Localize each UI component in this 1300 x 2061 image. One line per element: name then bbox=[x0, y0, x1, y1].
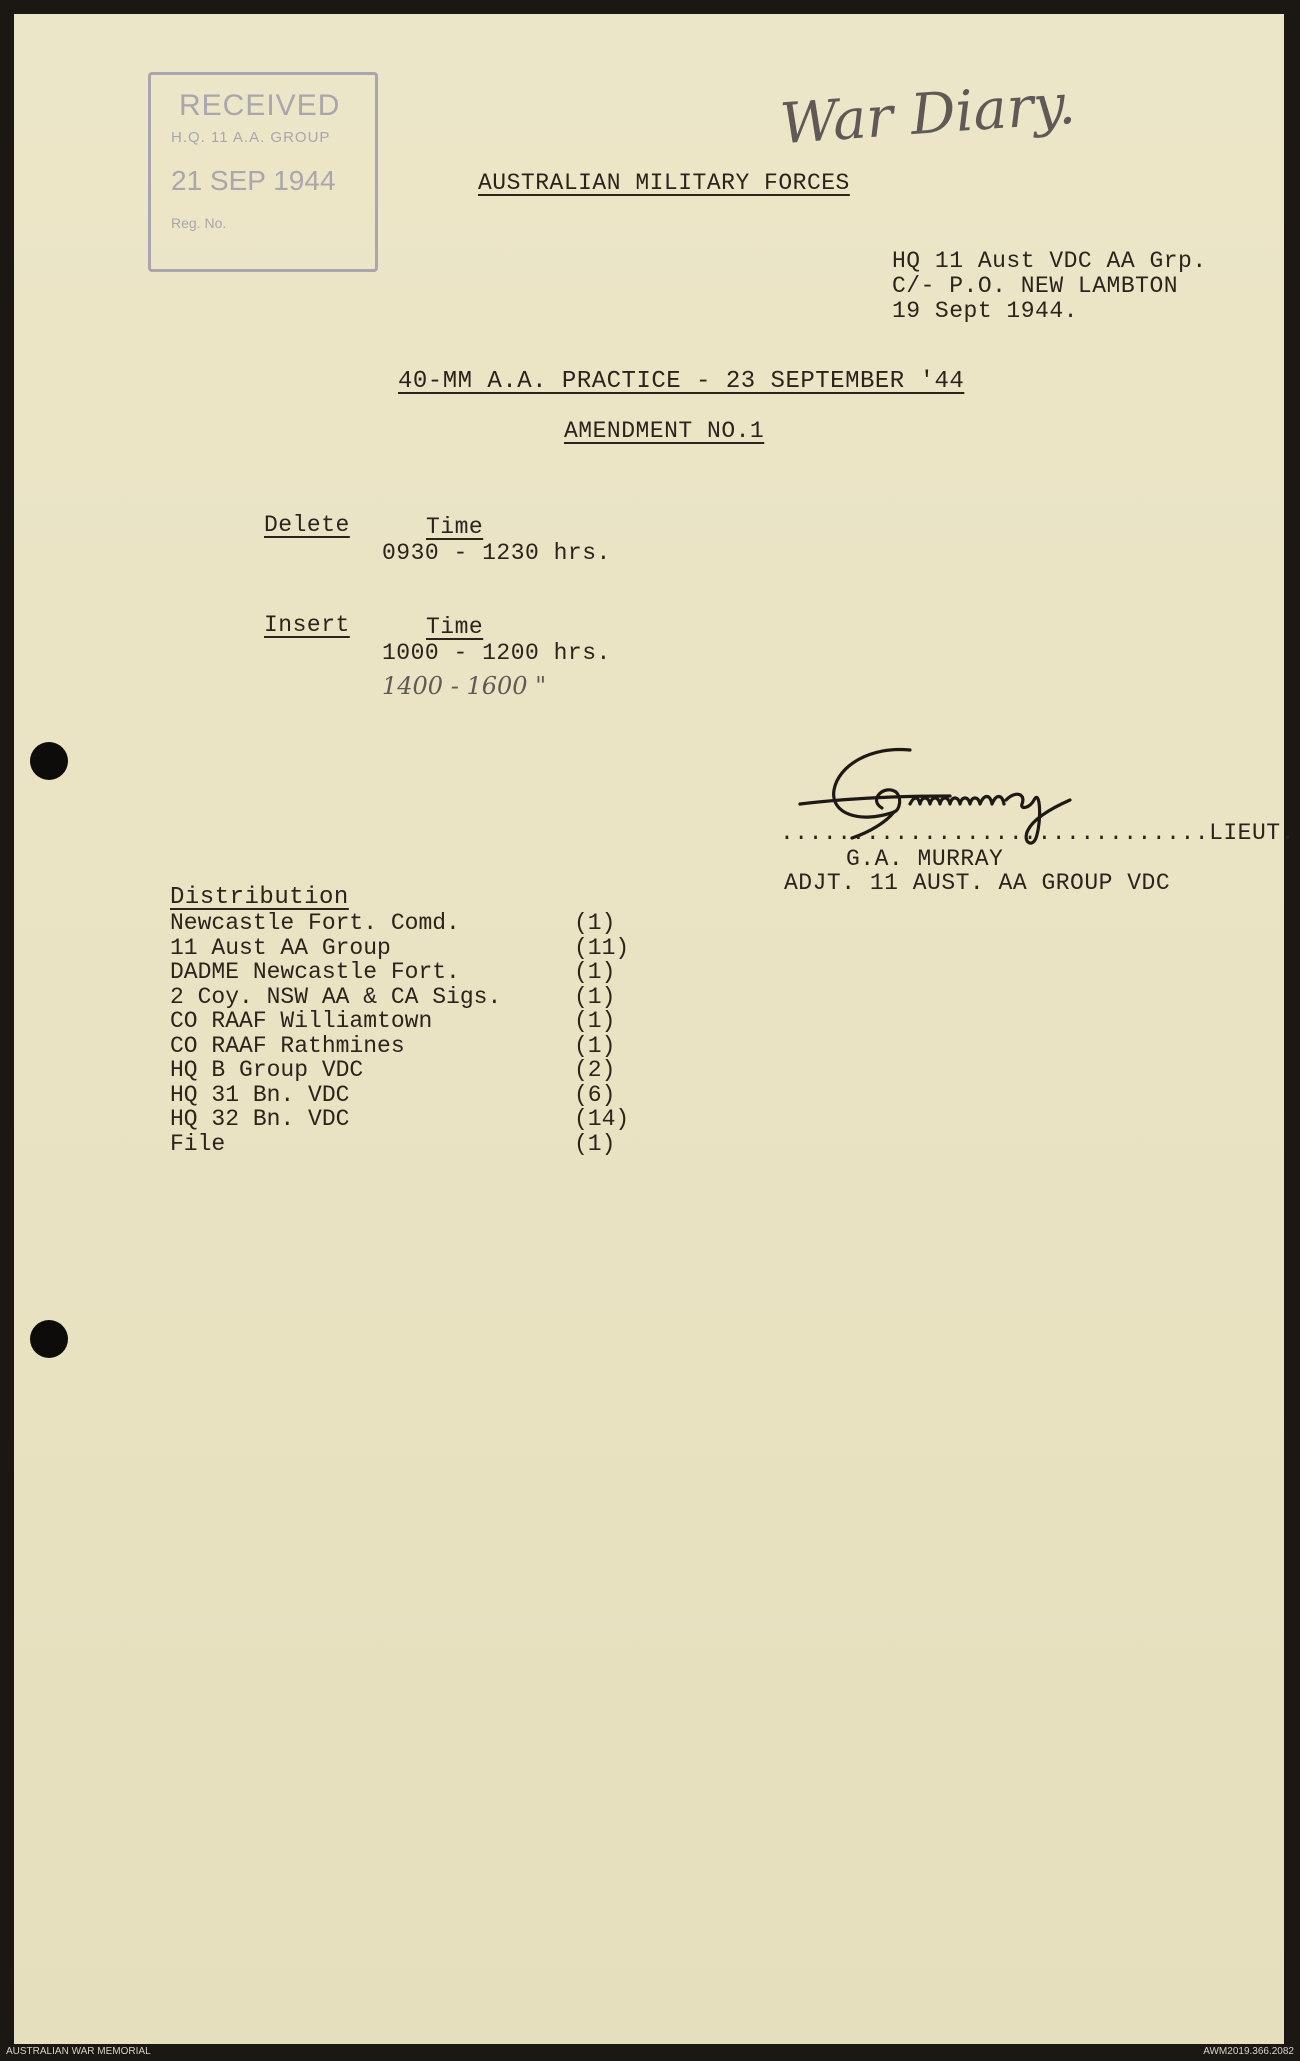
delete-label: Delete bbox=[264, 512, 350, 538]
distribution-copies: (2) bbox=[574, 1057, 616, 1083]
distribution-recipient: HQ 32 Bn. VDC bbox=[170, 1106, 350, 1132]
distribution-copies: (14) bbox=[574, 1106, 630, 1132]
distribution-recipient: DADME Newcastle Fort. bbox=[170, 959, 460, 985]
distribution-recipient: HQ B Group VDC bbox=[170, 1057, 364, 1083]
insert-time-handwritten: 1400 - 1600 " bbox=[382, 672, 547, 700]
signature-line: ..............................LIEUT. bbox=[780, 820, 1295, 846]
distribution-copies: (6) bbox=[574, 1081, 616, 1108]
war-diary-annotation: War Diary. bbox=[778, 71, 1078, 158]
address-line-3: 19 Sept 1944. bbox=[892, 298, 1078, 324]
distribution-recipient: CO RAAF Rathmines bbox=[170, 1032, 405, 1059]
distribution-copies: (1) bbox=[574, 910, 616, 936]
distribution-recipient: File bbox=[170, 1130, 226, 1157]
punch-hole-bottom bbox=[30, 1320, 68, 1358]
document-title: AUSTRALIAN MILITARY FORCES bbox=[478, 170, 850, 196]
distribution-copies: (1) bbox=[574, 959, 616, 985]
stamp-received: RECEIVED bbox=[179, 89, 341, 122]
stamp-unit: H.Q. 11 A.A. GROUP bbox=[171, 129, 331, 146]
insert-label: Insert bbox=[264, 612, 350, 638]
distribution-recipient: 2 Coy. NSW AA & CA Sigs. bbox=[170, 983, 502, 1010]
address-line-1: HQ 11 Aust VDC AA Grp. bbox=[892, 248, 1207, 274]
received-stamp bbox=[148, 72, 378, 272]
address-line-2: C/- P.O. NEW LAMBTON bbox=[892, 273, 1179, 299]
distribution-recipient: Newcastle Fort. Comd. bbox=[170, 910, 460, 936]
punch-hole-top bbox=[30, 742, 68, 780]
signatory-name: G.A. MURRAY bbox=[846, 846, 1004, 872]
distribution-heading: Distribution bbox=[170, 884, 349, 911]
stamp-date: 21 SEP 1944 bbox=[171, 165, 336, 196]
distribution-copies: (1) bbox=[574, 983, 616, 1010]
distribution-copies: (11) bbox=[574, 934, 630, 961]
footer-left: AUSTRALIAN WAR MEMORIAL bbox=[6, 2046, 151, 2057]
distribution-copies: (1) bbox=[574, 1032, 616, 1059]
footer-right: AWM2019.366.2082 bbox=[1203, 2046, 1294, 2057]
amendment-heading: AMENDMENT NO.1 bbox=[564, 418, 765, 444]
subject-heading: 40-MM A.A. PRACTICE - 23 SEPTEMBER '44 bbox=[398, 368, 965, 395]
distribution-recipient: HQ 31 Bn. VDC bbox=[170, 1081, 350, 1108]
distribution-copies: (1) bbox=[574, 1130, 616, 1157]
signatory-appointment: ADJT. 11 AUST. AA GROUP VDC bbox=[784, 870, 1171, 896]
insert-time-heading: Time bbox=[426, 614, 484, 640]
delete-time-heading: Time bbox=[426, 514, 484, 540]
distribution-copies: (1) bbox=[574, 1008, 616, 1034]
delete-time-value: 0930 - 1230 hrs. bbox=[382, 540, 611, 566]
insert-time-value: 1000 - 1200 hrs. bbox=[382, 640, 611, 666]
stamp-reg: Reg. No. bbox=[171, 215, 227, 231]
distribution-recipient: CO RAAF Williamtown bbox=[170, 1008, 433, 1034]
distribution-recipient: 11 Aust AA Group bbox=[170, 934, 391, 961]
